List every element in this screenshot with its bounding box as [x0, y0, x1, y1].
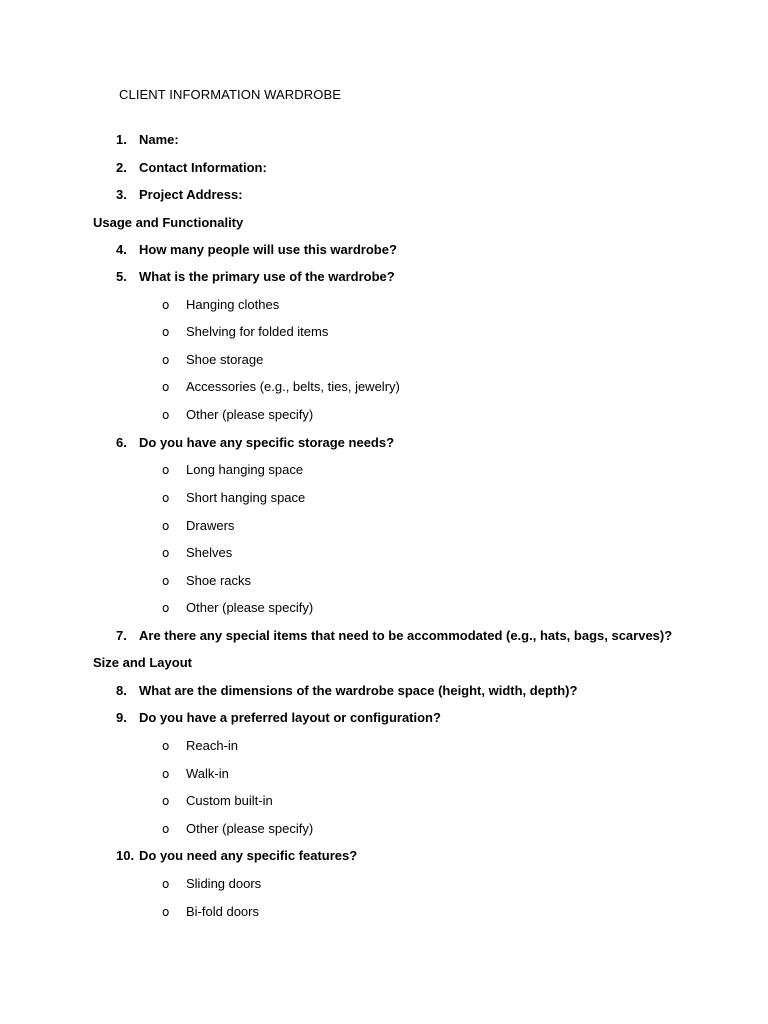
- bullet-icon: o: [162, 905, 170, 919]
- option-text: Shoe racks: [186, 573, 252, 588]
- document-title: CLIENT INFORMATION WARDROBE: [119, 87, 342, 102]
- question-text: How many people will use this wardrobe?: [139, 242, 397, 257]
- question-number: 10.: [116, 848, 135, 863]
- question-number: 9.: [116, 710, 127, 725]
- option-text: Walk-in: [186, 766, 229, 781]
- option-text: Bi-fold doors: [186, 904, 259, 919]
- question-text: Project Address:: [139, 187, 243, 202]
- option-text: Reach-in: [186, 738, 239, 753]
- option-text: Shoe storage: [186, 352, 264, 367]
- question-number: 5.: [116, 269, 127, 284]
- question-number: 6.: [116, 435, 127, 450]
- question-text: Do you have any specific storage needs?: [139, 435, 395, 450]
- bullet-icon: o: [162, 380, 170, 394]
- section-heading-usage: Usage and Functionality: [93, 215, 244, 230]
- question-text: Do you have a preferred layout or configuration?: [139, 710, 441, 725]
- question-text: What is the primary use of the wardrobe?: [139, 269, 395, 284]
- question-number: 3.: [116, 187, 127, 202]
- option-text: Hanging clothes: [186, 297, 280, 312]
- option-text: Short hanging space: [186, 490, 306, 505]
- question-text: What are the dimensions of the wardrobe space (height, width, depth)?: [139, 683, 578, 698]
- option-text: Sliding doors: [186, 876, 262, 891]
- bullet-icon: o: [162, 601, 170, 615]
- bullet-icon: o: [162, 794, 170, 808]
- bullet-icon: o: [162, 739, 170, 753]
- question-number: 2.: [116, 160, 127, 175]
- bullet-icon: o: [162, 353, 170, 367]
- question-number: 1.: [116, 132, 127, 147]
- option-text: Other (please specify): [186, 407, 314, 422]
- bullet-icon: o: [162, 767, 170, 781]
- question-text: Contact Information:: [139, 160, 267, 175]
- bullet-icon: o: [162, 463, 170, 477]
- question-number: 7.: [116, 628, 127, 643]
- option-text: Accessories (e.g., belts, ties, jewelry): [186, 379, 400, 394]
- question-text: Name:: [139, 132, 179, 147]
- question-number: 8.: [116, 683, 127, 698]
- option-text: Shelves: [186, 545, 233, 560]
- bullet-icon: o: [162, 877, 170, 891]
- bullet-icon: o: [162, 325, 170, 339]
- question-text: Do you need any specific features?: [139, 848, 358, 863]
- option-text: Other (please specify): [186, 600, 314, 615]
- bullet-icon: o: [162, 519, 170, 533]
- bullet-icon: o: [162, 822, 170, 836]
- bullet-icon: o: [162, 574, 170, 588]
- option-text: Custom built-in: [186, 793, 273, 808]
- option-text: Long hanging space: [186, 462, 304, 477]
- question-number: 4.: [116, 242, 127, 257]
- bullet-icon: o: [162, 298, 170, 312]
- option-text: Shelving for folded items: [186, 324, 329, 339]
- question-text: Are there any special items that need to be accommodated (e.g., hats, bags, scarves)?: [139, 628, 673, 643]
- option-text: Other (please specify): [186, 821, 314, 836]
- bullet-icon: o: [162, 408, 170, 422]
- section-heading-size: Size and Layout: [93, 655, 192, 670]
- option-text: Drawers: [186, 518, 235, 533]
- bullet-icon: o: [162, 491, 170, 505]
- bullet-icon: o: [162, 546, 170, 560]
